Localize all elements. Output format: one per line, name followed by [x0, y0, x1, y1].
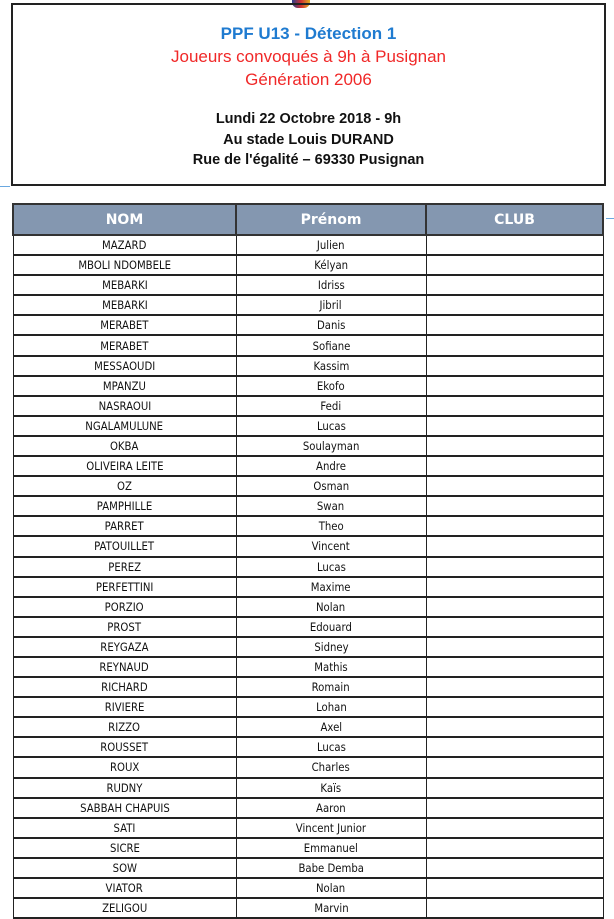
cell-nom [13, 657, 236, 677]
cell-prenom [236, 637, 426, 657]
cell-club [426, 356, 603, 376]
prenom-text: Kélyan [314, 258, 348, 273]
cell-nom [13, 557, 236, 577]
prenom-text: Theo [318, 519, 344, 534]
cell-prenom [236, 255, 426, 275]
prenom-text: Soulayman [302, 438, 360, 453]
cell-prenom [236, 677, 426, 697]
table-row [13, 898, 603, 918]
nom-text: MAZARD [102, 238, 147, 253]
column-header-prenom: Prénom [236, 204, 426, 235]
table-row [13, 536, 603, 556]
prenom-text: Lohan [315, 700, 347, 715]
cell-club [426, 798, 603, 818]
nom-text: RICHARD [101, 680, 148, 695]
cell-nom [13, 757, 236, 777]
cell-prenom [236, 356, 426, 376]
cell-club [426, 677, 603, 697]
cell-prenom [236, 516, 426, 536]
cell-club [426, 275, 603, 295]
cell-prenom [236, 878, 426, 898]
event-date: Lundi 22 Octobre 2018 - 9h [215, 111, 402, 127]
cell-prenom [236, 416, 426, 436]
cell-prenom [236, 757, 426, 777]
prenom-text: Kassim [313, 358, 349, 373]
cell-club [426, 818, 603, 838]
table-row [13, 778, 603, 798]
cell-club [426, 757, 603, 777]
nom-text: PEREZ [108, 559, 141, 574]
prenom-text: Osman [313, 479, 349, 494]
cell-nom [13, 335, 236, 355]
table-row [13, 275, 603, 295]
nom-text: VIATOR [105, 881, 144, 896]
cell-prenom [236, 376, 426, 396]
cell-nom [13, 617, 236, 637]
nom-text: MERABET [100, 338, 149, 353]
nom-text: OZ [117, 479, 132, 494]
cell-nom [13, 878, 236, 898]
column-header-club: CLUB [426, 204, 603, 235]
nom-text: OKBA [110, 438, 139, 453]
cell-nom [13, 737, 236, 757]
nom-text: ROUX [109, 760, 140, 775]
cell-prenom [236, 617, 426, 637]
cell-prenom [236, 597, 426, 617]
cell-nom [13, 597, 236, 617]
table-row [13, 637, 603, 657]
prenom-text: Vincent Junior [295, 820, 367, 835]
cell-club [426, 778, 603, 798]
cell-nom [13, 396, 236, 416]
cell-prenom [236, 496, 426, 516]
cell-nom [13, 356, 236, 376]
table-row [13, 617, 603, 637]
prenom-text: Marvin [313, 901, 349, 916]
nom-text: NASRAOUI [98, 398, 151, 413]
column-header-nom: NOM [13, 204, 236, 235]
prenom-text: Babe Demba [298, 860, 364, 875]
cell-nom [13, 717, 236, 737]
prenom-text: Sofiane [312, 338, 350, 353]
nom-text: MEBARKI [101, 278, 148, 293]
nom-text: PERFETTINI [95, 579, 154, 594]
cell-nom [13, 456, 236, 476]
table-row [13, 757, 603, 777]
cell-nom [13, 898, 236, 918]
cell-club [426, 617, 603, 637]
table-row [13, 295, 603, 315]
prenom-text: Lucas [316, 559, 346, 574]
table-row [13, 255, 603, 275]
cell-nom [13, 235, 236, 255]
cell-club [426, 476, 603, 496]
cell-club [426, 557, 603, 577]
nom-text: MPANZU [102, 378, 147, 393]
table-row [13, 356, 603, 376]
cell-club [426, 516, 603, 536]
players-table [12, 203, 604, 919]
table-row [13, 476, 603, 496]
cell-prenom [236, 436, 426, 456]
cell-prenom [236, 818, 426, 838]
cell-prenom [236, 275, 426, 295]
cell-club [426, 235, 603, 255]
cell-prenom [236, 557, 426, 577]
prenom-text: Lucas [316, 740, 346, 755]
table-row [13, 657, 603, 677]
prenom-text: Julien [317, 238, 345, 253]
prenom-text: Nolan [316, 599, 346, 614]
cell-prenom [236, 235, 426, 255]
table-row [13, 335, 603, 355]
table-row [13, 818, 603, 838]
cell-prenom [236, 577, 426, 597]
nom-text: MESSAOUDI [93, 358, 156, 373]
prenom-text: Idriss [317, 278, 345, 293]
cell-club [426, 737, 603, 757]
cell-prenom [236, 315, 426, 335]
prenom-text: Maxime [311, 579, 351, 594]
nom-text: MEBARKI [101, 298, 148, 313]
prenom-text: Andre [316, 459, 346, 474]
nom-text: SABBAH CHAPUIS [79, 800, 170, 815]
nom-text: PARRET [104, 519, 145, 534]
cell-club [426, 436, 603, 456]
cell-nom [13, 516, 236, 536]
table-row [13, 858, 603, 878]
margin-mark [606, 218, 614, 219]
cell-prenom [236, 858, 426, 878]
nom-text: SICRE [109, 840, 140, 855]
cell-club [426, 376, 603, 396]
cell-prenom [236, 476, 426, 496]
cell-club [426, 597, 603, 617]
prenom-text: Edouard [309, 619, 353, 634]
nom-text: REYNAUD [99, 660, 150, 675]
nom-text: NGALAMULUNE [85, 418, 164, 433]
table-row [13, 456, 603, 476]
cell-prenom [236, 798, 426, 818]
nom-text: PATOUILLET [94, 539, 155, 554]
nom-text: OLIVEIRA LEITE [85, 459, 164, 474]
cell-club [426, 838, 603, 858]
nom-text: SOW [112, 860, 137, 875]
cell-club [426, 496, 603, 516]
cell-prenom [236, 778, 426, 798]
table-row [13, 597, 603, 617]
table-row [13, 376, 603, 396]
cell-prenom [236, 737, 426, 757]
table-row [13, 516, 603, 536]
table-row [13, 838, 603, 858]
cell-club [426, 536, 603, 556]
header-box [11, 3, 606, 186]
table-row [13, 677, 603, 697]
nom-text: MBOLI NDOMBELE [78, 258, 171, 273]
cell-club [426, 295, 603, 315]
cell-club [426, 315, 603, 335]
prenom-text: Kaïs [320, 780, 342, 795]
cell-club [426, 657, 603, 677]
cell-nom [13, 798, 236, 818]
cell-club [426, 416, 603, 436]
cell-nom [13, 315, 236, 335]
cell-nom [13, 697, 236, 717]
cell-nom [13, 577, 236, 597]
table-row [13, 798, 603, 818]
prenom-text: Vincent [311, 539, 351, 554]
cell-club [426, 456, 603, 476]
cell-club [426, 637, 603, 657]
nom-text: PORZIO [105, 599, 144, 614]
table-row [13, 577, 603, 597]
nom-text: RIVIERE [104, 700, 145, 715]
prenom-text: Axel [320, 720, 342, 735]
prenom-text: Charles [311, 760, 351, 775]
cell-prenom [236, 657, 426, 677]
table-row [13, 235, 603, 255]
cell-nom [13, 436, 236, 456]
cell-club [426, 255, 603, 275]
prenom-text: Emmanuel [303, 840, 359, 855]
cell-club [426, 858, 603, 878]
prenom-text: Sidney [313, 639, 349, 654]
cell-club [426, 396, 603, 416]
table-row [13, 717, 603, 737]
nom-text: SATI [113, 820, 136, 835]
prenom-text: Swan [317, 499, 345, 514]
table-row [13, 496, 603, 516]
cell-nom [13, 536, 236, 556]
cell-nom [13, 255, 236, 275]
nom-text: ROUSSET [100, 740, 149, 755]
cell-club [426, 717, 603, 737]
subtitle: Joueurs convoqués à 9h à Pusignan [170, 47, 447, 66]
cell-prenom [236, 456, 426, 476]
cell-prenom [236, 697, 426, 717]
prenom-text: Fedi [320, 398, 342, 413]
cell-prenom [236, 898, 426, 918]
cell-club [426, 878, 603, 898]
nom-text: RIZZO [108, 720, 141, 735]
nom-text: PROST [107, 619, 142, 634]
table-row [13, 557, 603, 577]
cell-nom [13, 476, 236, 496]
table-row [13, 416, 603, 436]
cell-prenom [236, 335, 426, 355]
prenom-text: Ekofo [317, 378, 345, 393]
cell-nom [13, 677, 236, 697]
document-title: PPF U13 - Détection 1 [220, 24, 397, 43]
prenom-text: Danis [316, 318, 346, 333]
cell-prenom [236, 295, 426, 315]
cell-nom [13, 416, 236, 436]
cell-nom [13, 838, 236, 858]
prenom-text: Lucas [316, 418, 346, 433]
cell-nom [13, 376, 236, 396]
generation: Génération 2006 [245, 70, 372, 89]
margin-mark [0, 186, 10, 187]
venue: Au stade Louis DURAND [223, 131, 394, 148]
nom-text: RUDNY [106, 780, 143, 795]
prenom-text: Jibril [319, 298, 342, 313]
cell-nom [13, 778, 236, 798]
cell-prenom [236, 717, 426, 737]
cell-prenom [236, 838, 426, 858]
table-row [13, 878, 603, 898]
cell-nom [13, 295, 236, 315]
nom-text: PAMPHILLE [96, 499, 153, 514]
table-row [13, 436, 603, 456]
table-row [13, 697, 603, 717]
cell-club [426, 335, 603, 355]
nom-text: ZELIGOU [101, 901, 148, 916]
prenom-text: Aaron [316, 800, 346, 815]
cell-club [426, 697, 603, 717]
prenom-text: Mathis [314, 660, 348, 675]
prenom-text: Nolan [316, 881, 346, 896]
cell-prenom [236, 396, 426, 416]
prenom-text: Romain [311, 680, 351, 695]
cell-nom [13, 637, 236, 657]
cell-prenom [236, 536, 426, 556]
address: Rue de l'égalité – 69330 Pusignan [192, 152, 425, 168]
table-row [13, 315, 603, 335]
cell-club [426, 577, 603, 597]
cell-nom [13, 275, 236, 295]
nom-text: MERABET [100, 318, 149, 333]
cell-club [426, 898, 603, 918]
cell-nom [13, 818, 236, 838]
cell-nom [13, 496, 236, 516]
cell-nom [13, 858, 236, 878]
nom-text: REYGAZA [100, 639, 149, 654]
table-row [13, 737, 603, 757]
table-row [13, 396, 603, 416]
